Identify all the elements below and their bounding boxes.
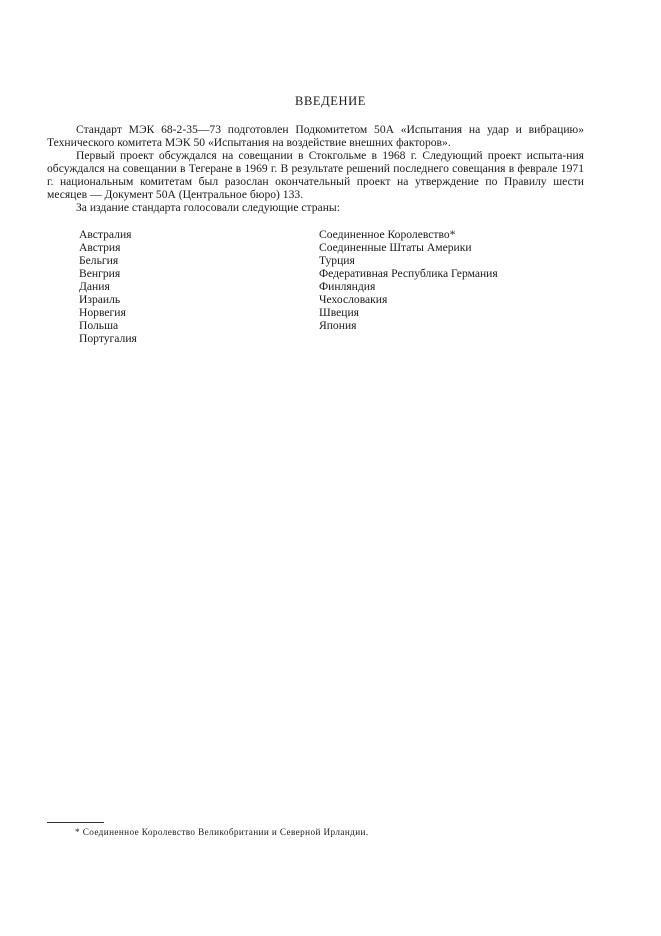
- list-item: Дания: [79, 280, 110, 293]
- list-item: Федеративная Республика Германия: [319, 267, 498, 280]
- list-item: Польша: [79, 319, 119, 332]
- list-item: Израиль: [79, 293, 121, 306]
- list-item: Япония: [319, 319, 357, 332]
- footnote: * Соединенное Королевство Великобритании и Северной Ирландии.: [75, 827, 369, 837]
- footnote-divider: [47, 822, 104, 823]
- list-item: Финляндия: [319, 280, 376, 293]
- list-item: Соединенные Штаты Америки: [319, 241, 472, 254]
- intro-text: [47, 123, 584, 214]
- list-item: Австралия: [79, 228, 132, 241]
- paragraph-3: За издание стандарта голосовали следующие страны:: [76, 201, 340, 214]
- list-item: Венгрия: [79, 267, 121, 280]
- list-item: Португалия: [79, 332, 137, 345]
- list-item: Чехословакия: [319, 293, 388, 306]
- list-item: Норвегия: [79, 306, 126, 319]
- paragraph-1: Стандарт МЭК 68-2-35—73 подготовлен Подкомитетом 50А «Испытания на удар и вибрацию» Технического комитета МЭК 50 «Испытания на воздействие внешних факторов».: [47, 123, 584, 149]
- list-item: Соединенное Королевство*: [319, 228, 456, 241]
- list-item: Бельгия: [79, 254, 119, 267]
- paragraph-2: Первый проект обсуждался на совещании в Стокгольме в 1968 г. Следующий проект испыта-ния обсуждался на совещании в Тегеране в 1969 г. В результате решений последнего совещания в феврале 1971 г. национальным комитетам был разослан окончательный проект на утверждение по Правилу шести месяцев — Документ 50А (Центральное бюро) 133.: [47, 149, 584, 201]
- list-item: Турция: [319, 254, 355, 267]
- countries-list-left: [79, 228, 137, 345]
- list-item: Австрия: [79, 241, 121, 254]
- page-title: ВВЕДЕНИЕ: [295, 94, 366, 108]
- list-item: Швеция: [319, 306, 359, 319]
- countries-list-right: [319, 228, 498, 332]
